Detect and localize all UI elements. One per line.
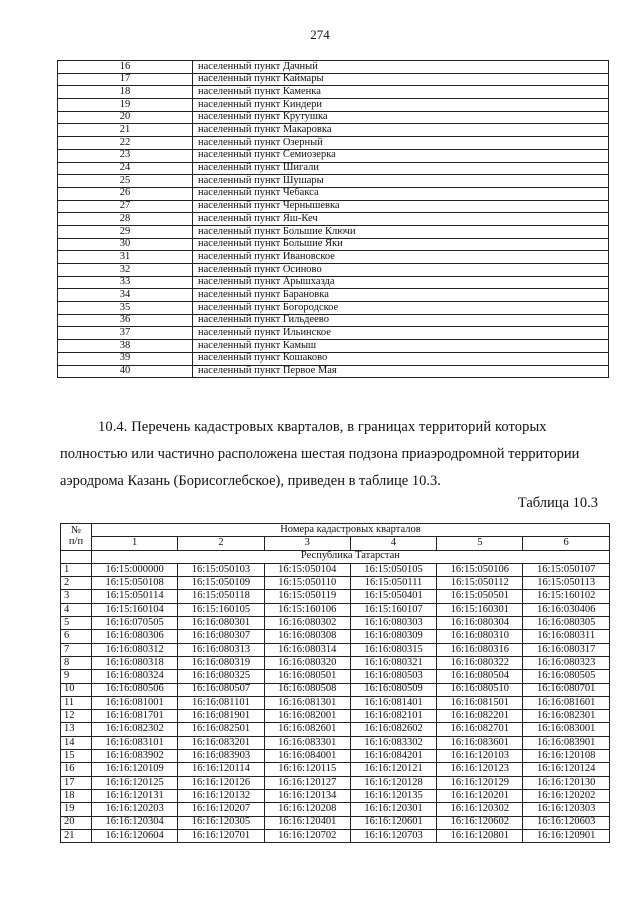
cadastral-number-cell: 16:16:080309 [350,630,436,643]
cadastral-number-cell: 16:16:081901 [178,710,264,723]
cadastral-number-cell: 16:16:080507 [178,683,264,696]
column-number: 3 [264,537,350,550]
table-row [61,630,610,643]
cadastral-number-cell: 16:16:120208 [264,803,350,816]
cadastral-number-cell: 16:16:080504 [437,670,523,683]
cadastral-number-cell: 16:15:050112 [437,577,523,590]
cadastral-number-cell: 16:16:120203 [92,803,178,816]
cadastral-number-cell: 16:16:120304 [92,816,178,829]
row-index: 7 [61,643,92,656]
row-index: 5 [61,617,92,630]
settlement-number: 33 [58,276,193,289]
cadastral-number-cell: 16:15:050118 [178,590,264,603]
cadastral-number-cell: 16:16:120604 [92,829,178,842]
cadastral-number-cell: 16:16:082001 [264,710,350,723]
cadastral-number-cell: 16:16:120135 [350,789,436,802]
cadastral-number-cell: 16:16:083301 [264,736,350,749]
cadastral-number-cell: 16:15:050119 [264,590,350,603]
cadastral-number-cell: 16:16:080304 [437,617,523,630]
settlement-name: населенный пункт Арышхазда [193,276,609,289]
cadastral-number-cell: 16:16:120114 [178,763,264,776]
column-number: 4 [350,537,436,550]
cadastral-number-cell: 16:16:120602 [437,816,523,829]
table-row [58,99,609,112]
table-row [61,829,610,842]
cadastral-number-cell: 16:15:050501 [437,590,523,603]
settlement-name: населенный пункт Макаровка [193,124,609,137]
cadastral-number-cell: 16:16:080306 [92,630,178,643]
cadastral-number-cell: 16:16:120132 [178,789,264,802]
table-row [58,187,609,200]
cadastral-number-cell: 16:16:084001 [264,750,350,763]
cadastral-number-cell: 16:16:084201 [350,750,436,763]
cadastral-number-cell: 16:16:080325 [178,670,264,683]
settlement-number: 30 [58,238,193,251]
cadastral-number-cell: 16:16:080506 [92,683,178,696]
cadastral-number-cell: 16:16:080322 [437,656,523,669]
table-row [61,603,610,616]
table-row [61,723,610,736]
cadastral-number-cell: 16:16:120109 [92,763,178,776]
settlement-name: населенный пункт Озерный [193,137,609,150]
cadastral-number-cell: 16:16:080311 [523,630,609,643]
settlement-name: населенный пункт Крутушка [193,111,609,124]
row-index: 6 [61,630,92,643]
settlement-name: населенный пункт Большие Яки [193,238,609,251]
cadastral-number-cell: 16:15:050106 [437,563,523,576]
paragraph-line-1: 10.4. Перечень кадастровых кварталов, в границах территорий которых [98,419,547,435]
cadastral-number-cell: 16:16:080503 [350,670,436,683]
cadastral-number-cell: 16:16:080324 [92,670,178,683]
cadastral-number-cell: 16:16:082201 [437,710,523,723]
settlement-number: 40 [58,365,193,378]
settlement-name: населенный пункт Дачный [193,61,609,74]
row-index: 10 [61,683,92,696]
cadastral-number-cell: 16:15:050113 [523,577,609,590]
row-index: 9 [61,670,92,683]
cadastral-number-cell: 16:16:080302 [264,617,350,630]
cadastral-number-cell: 16:16:081001 [92,696,178,709]
table-row [61,776,610,789]
cadastral-number-cell: 16:16:080313 [178,643,264,656]
settlement-number: 28 [58,213,193,226]
settlement-name: населенный пункт Первое Мая [193,365,609,378]
settlement-name: населенный пункт Ивановское [193,251,609,264]
settlement-name: населенный пункт Шигали [193,162,609,175]
settlement-number: 37 [58,327,193,340]
table-header-row [61,524,610,537]
cadastral-number-cell: 16:16:080321 [350,656,436,669]
table-row [61,736,610,749]
region-name: Республика Татарстан [92,550,610,563]
table-row [58,149,609,162]
quarters-table-body [61,563,610,842]
settlement-name: населенный пункт Кошаково [193,352,609,365]
cadastral-number-cell: 16:16:081101 [178,696,264,709]
settlement-name: населенный пункт Каменка [193,86,609,99]
row-index: 17 [61,776,92,789]
cadastral-number-cell: 16:16:120901 [523,829,609,842]
cadastral-number-cell: 16:16:030406 [523,603,609,616]
cadastral-number-cell: 16:16:082601 [264,723,350,736]
settlement-number: 23 [58,149,193,162]
row-index: 2 [61,577,92,590]
cadastral-number-cell: 16:15:160102 [523,590,609,603]
table-row [61,696,610,709]
cadastral-number-cell: 16:16:120126 [178,776,264,789]
table-row [61,803,610,816]
settlement-number: 31 [58,251,193,264]
region-index-cell [61,550,92,563]
table-row [58,238,609,251]
cadastral-number-cell: 16:16:120108 [523,750,609,763]
cadastral-number-cell: 16:16:080308 [264,630,350,643]
settlement-name: населенный пункт Барановка [193,289,609,302]
cadastral-quarters-table [60,523,610,843]
cadastral-number-cell: 16:16:120201 [437,789,523,802]
cadastral-number-cell: 16:16:080701 [523,683,609,696]
index-header-pp: п/п [68,535,84,547]
column-number: 6 [523,537,609,550]
settlement-name: населенный пункт Чебакса [193,187,609,200]
table-row [58,289,609,302]
column-number-row [61,537,610,550]
table-row [61,590,610,603]
table-row [61,577,610,590]
cadastral-number-cell: 16:16:120303 [523,803,609,816]
table-row [58,73,609,86]
cadastral-number-cell: 16:16:082701 [437,723,523,736]
cadastral-number-cell: 16:16:083101 [92,736,178,749]
cadastral-number-cell: 16:15:050103 [178,563,264,576]
row-index: 18 [61,789,92,802]
cadastral-number-cell: 16:16:083001 [523,723,609,736]
quarters-group-header: Номера кадастровых кварталов [92,524,610,537]
cadastral-number-cell: 16:15:160105 [178,603,264,616]
cadastral-number-cell: 16:16:120603 [523,816,609,829]
settlements-table-body [58,61,609,378]
cadastral-number-cell: 16:16:080303 [350,617,436,630]
settlement-number: 34 [58,289,193,302]
settlement-number: 36 [58,314,193,327]
cadastral-number-cell: 16:16:082301 [523,710,609,723]
cadastral-number-cell: 16:16:082602 [350,723,436,736]
settlement-name: населенный пункт Осиново [193,264,609,277]
cadastral-number-cell: 16:16:120123 [437,763,523,776]
table-row [61,643,610,656]
cadastral-number-cell: 16:16:120202 [523,789,609,802]
row-index: 21 [61,829,92,842]
table-row [58,162,609,175]
cadastral-number-cell: 16:16:083601 [437,736,523,749]
settlement-number: 38 [58,340,193,353]
cadastral-number-cell: 16:16:080312 [92,643,178,656]
cadastral-number-cell: 16:16:080318 [92,656,178,669]
table-row [58,200,609,213]
table-row [61,763,610,776]
cadastral-number-cell: 16:16:081701 [92,710,178,723]
cadastral-number-cell: 16:15:050107 [523,563,609,576]
cadastral-number-cell: 16:16:120115 [264,763,350,776]
settlement-number: 24 [58,162,193,175]
cadastral-number-cell: 16:16:083901 [523,736,609,749]
settlement-number: 16 [58,61,193,74]
paragraph-line-2: полностью или частично расположена шестая подзона приаэродромной территории [60,446,580,462]
cadastral-number-cell: 16:16:082302 [92,723,178,736]
table-row [58,352,609,365]
cadastral-number-cell: 16:15:050109 [178,577,264,590]
cadastral-number-cell: 16:16:080301 [178,617,264,630]
settlement-name: населенный пункт Каймары [193,73,609,86]
table-row [61,789,610,802]
settlement-name: населенный пункт Гильдеево [193,314,609,327]
cadastral-number-cell: 16:16:080319 [178,656,264,669]
settlement-number: 22 [58,137,193,150]
table-label: Таблица 10.3 [517,495,598,511]
cadastral-number-cell: 16:16:081601 [523,696,609,709]
table-row [61,683,610,696]
cadastral-number-cell: 16:16:080316 [437,643,523,656]
settlement-number: 25 [58,175,193,188]
table-row [58,137,609,150]
cadastral-number-cell: 16:16:080307 [178,630,264,643]
column-number: 5 [437,537,523,550]
row-index: 14 [61,736,92,749]
row-index: 1 [61,563,92,576]
cadastral-number-cell: 16:15:160301 [437,603,523,616]
cadastral-number-cell: 16:16:080508 [264,683,350,696]
table-row [58,61,609,74]
settlement-number: 27 [58,200,193,213]
table-row [61,670,610,683]
cadastral-number-cell: 16:16:082101 [350,710,436,723]
cadastral-number-cell: 16:16:120701 [178,829,264,842]
settlement-number: 17 [58,73,193,86]
index-header-number-sign: № [70,525,82,537]
settlement-name: населенный пункт Шушары [193,175,609,188]
cadastral-number-cell: 16:15:050104 [264,563,350,576]
row-index: 16 [61,763,92,776]
table-row [61,563,610,576]
settlement-number: 18 [58,86,193,99]
table-row [61,816,610,829]
settlement-name: населенный пункт Ильинское [193,327,609,340]
cadastral-number-cell: 16:16:120127 [264,776,350,789]
cadastral-number-cell: 16:15:160104 [92,603,178,616]
settlement-number: 26 [58,187,193,200]
table-row [58,327,609,340]
settlement-number: 32 [58,264,193,277]
cadastral-number-cell: 16:16:080501 [264,670,350,683]
row-index: 3 [61,590,92,603]
row-index: 13 [61,723,92,736]
settlement-number: 20 [58,111,193,124]
cadastral-number-cell: 16:15:050110 [264,577,350,590]
cadastral-number-cell: 16:16:120129 [437,776,523,789]
cadastral-number-cell: 16:15:160107 [350,603,436,616]
cadastral-number-cell: 16:15:050114 [92,590,178,603]
settlement-name: населенный пункт Камыш [193,340,609,353]
cadastral-number-cell: 16:16:080510 [437,683,523,696]
row-index: 8 [61,656,92,669]
cadastral-number-cell: 16:16:083302 [350,736,436,749]
cadastral-number-cell: 16:16:120703 [350,829,436,842]
cadastral-number-cell: 16:15:000000 [92,563,178,576]
table-row [58,276,609,289]
cadastral-number-cell: 16:15:050105 [350,563,436,576]
table-row [58,302,609,315]
row-index: 15 [61,750,92,763]
cadastral-number-cell: 16:16:120125 [92,776,178,789]
cadastral-number-cell: 16:16:080317 [523,643,609,656]
paragraph-10-4 [60,414,608,495]
cadastral-number-cell: 16:16:080310 [437,630,523,643]
row-index: 20 [61,816,92,829]
table-row [58,213,609,226]
cadastral-number-cell: 16:16:120121 [350,763,436,776]
table-row [61,656,610,669]
cadastral-number-cell: 16:16:082501 [178,723,264,736]
column-number: 1 [92,537,178,550]
settlement-number: 19 [58,99,193,112]
table-row [58,251,609,264]
table-row [58,175,609,188]
table-row [61,710,610,723]
settlement-name: населенный пункт Чернышевка [193,200,609,213]
settlement-name: населенный пункт Семиозерка [193,149,609,162]
settlement-number: 21 [58,124,193,137]
column-number: 2 [178,537,264,550]
settlement-name: населенный пункт Яш-Кеч [193,213,609,226]
cadastral-number-cell: 16:16:120207 [178,803,264,816]
table-row [58,225,609,238]
row-index: 4 [61,603,92,616]
cadastral-number-cell: 16:16:120131 [92,789,178,802]
settlements-table [57,60,609,378]
cadastral-number-cell: 16:16:083903 [178,750,264,763]
settlement-name: населенный пункт Большие Ключи [193,225,609,238]
cadastral-number-cell: 16:16:080323 [523,656,609,669]
cadastral-number-cell: 16:16:120130 [523,776,609,789]
row-index: 12 [61,710,92,723]
cadastral-number-cell: 16:16:080505 [523,670,609,683]
settlement-number: 35 [58,302,193,315]
cadastral-number-cell: 16:16:080314 [264,643,350,656]
table-row [58,314,609,327]
cadastral-number-cell: 16:16:080305 [523,617,609,630]
row-index: 11 [61,696,92,709]
settlement-name: населенный пункт Киндери [193,99,609,112]
cadastral-number-cell: 16:16:083902 [92,750,178,763]
table-row [58,124,609,137]
cadastral-number-cell: 16:15:050401 [350,590,436,603]
region-row [61,550,610,563]
cadastral-number-cell: 16:15:160106 [264,603,350,616]
cadastral-number-cell: 16:16:120134 [264,789,350,802]
cadastral-number-cell: 16:15:050111 [350,577,436,590]
settlement-number: 29 [58,225,193,238]
cadastral-number-cell: 16:16:120124 [523,763,609,776]
table-row [58,365,609,378]
table-row [58,86,609,99]
cadastral-number-cell: 16:16:120601 [350,816,436,829]
table-row [58,111,609,124]
cadastral-number-cell: 16:16:120301 [350,803,436,816]
cadastral-number-cell: 16:16:120401 [264,816,350,829]
cadastral-number-cell: 16:16:120128 [350,776,436,789]
cadastral-number-cell: 16:16:081401 [350,696,436,709]
paragraph-line-3: аэродрома Казань (Борисоглебское), приведен в таблице 10.3. [60,473,441,489]
row-index: 19 [61,803,92,816]
index-header [61,524,92,551]
cadastral-number-cell: 16:16:081501 [437,696,523,709]
cadastral-number-cell: 16:16:080509 [350,683,436,696]
table-row [61,750,610,763]
page-number: 274 [310,27,330,42]
cadastral-number-cell: 16:16:083201 [178,736,264,749]
cadastral-number-cell: 16:16:120305 [178,816,264,829]
cadastral-number-cell: 16:16:120702 [264,829,350,842]
cadastral-number-cell: 16:16:080320 [264,656,350,669]
cadastral-number-cell: 16:16:120103 [437,750,523,763]
cadastral-number-cell: 16:16:120801 [437,829,523,842]
settlement-name: населенный пункт Богородское [193,302,609,315]
cadastral-number-cell: 16:16:081301 [264,696,350,709]
cadastral-number-cell: 16:16:120302 [437,803,523,816]
table-row [61,617,610,630]
cadastral-number-cell: 16:15:050108 [92,577,178,590]
cadastral-number-cell: 16:16:080315 [350,643,436,656]
table-row [58,264,609,277]
cadastral-number-cell: 16:16:070505 [92,617,178,630]
table-row [58,340,609,353]
settlement-number: 39 [58,352,193,365]
